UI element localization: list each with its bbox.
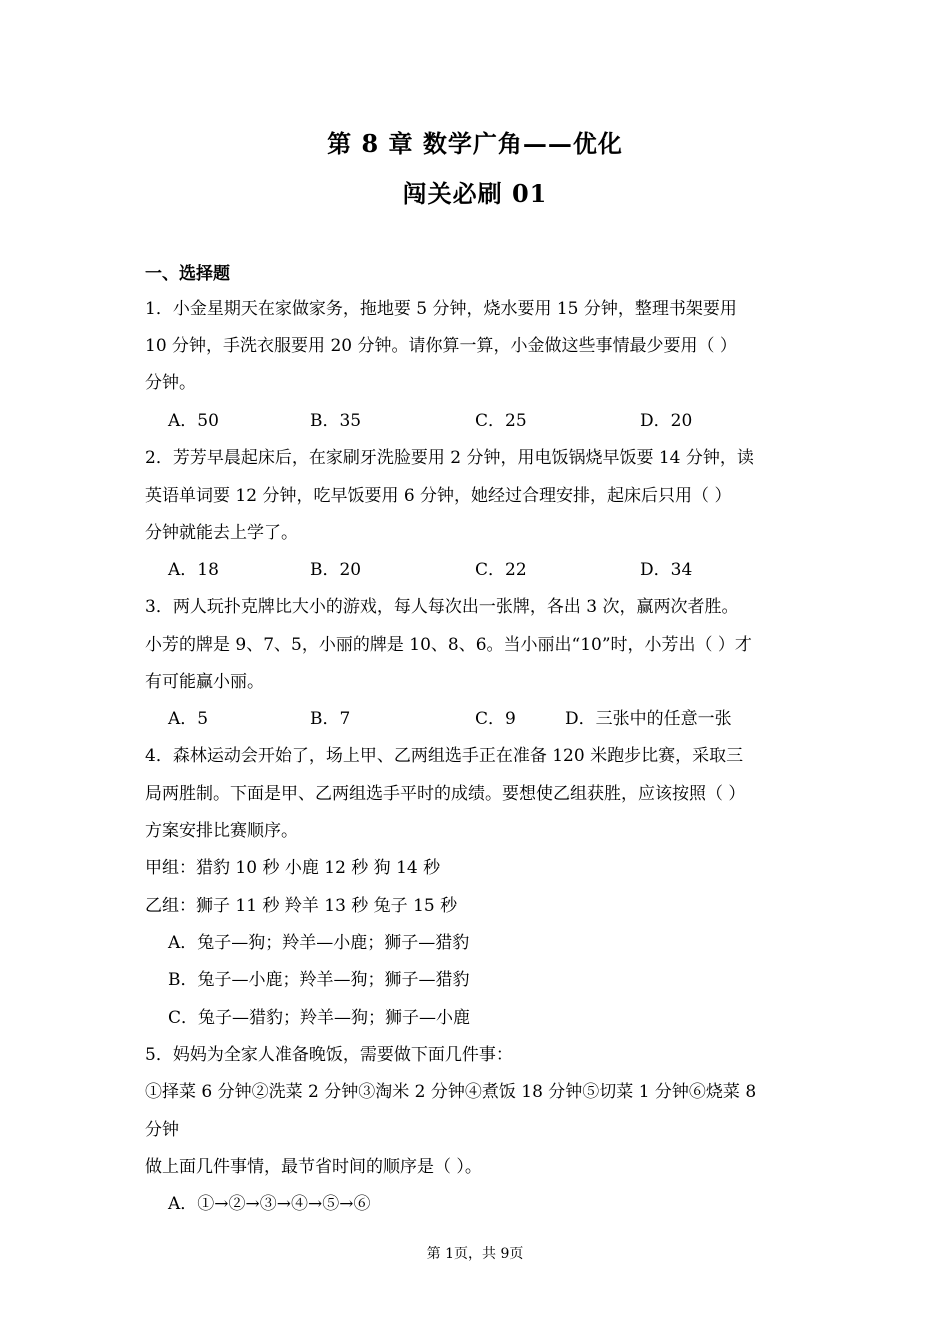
chapter-title: 第 8 章 数学广角——优化 [327,129,623,158]
question-2-option-d: D．34 [640,560,693,580]
question-3-line-2: 小芳的牌是 9、7、5，小丽的牌是 10、8、6。当小丽出“10”时，小芳出（ ）才 [145,635,752,655]
question-4-group-a: 甲组：猎豹 10 秒 小鹿 12 秒 狗 14 秒 [145,858,441,878]
question-3-option-a: A．5 [168,709,209,729]
question-4-option-c: C．兔子—猎豹；羚羊—狗；狮子—小鹿 [168,1008,471,1028]
question-1-option-c: C．25 [475,411,527,431]
question-3-line-3: 有可能赢小丽。 [145,672,264,692]
question-2-line-3: 分钟就能去上学了。 [145,523,298,543]
question-2-line-1: 2．芳芳早晨起床后，在家刷牙洗脸要用 2 分钟，用电饭锅烧早饭要 14 分钟，读 [145,448,754,468]
question-4-line-2: 局两胜制。下面是甲、乙两组选手平时的成绩。要想使乙组获胜，应该按照（ ） [145,784,746,804]
question-2-option-b: B．20 [310,560,362,580]
question-1-line-2: 10 分钟，手洗衣服要用 20 分钟。请你算一算，小金做这些事情最少要用（ ） [145,336,737,356]
question-1-line-3: 分钟。 [145,373,196,393]
question-4-option-a: A．兔子—狗；羚羊—小鹿；狮子—猎豹 [168,933,470,953]
question-4-line-3: 方案安排比赛顺序。 [145,821,298,841]
question-3-option-d: D．三张中的任意一张 [565,709,732,729]
question-1-option-a: A．50 [168,411,219,431]
question-5-line-1: 5．妈妈为全家人准备晚饭，需要做下面几件事： [145,1045,513,1065]
question-3-option-c: C．9 [475,709,516,729]
question-3-line-1: 3．两人玩扑克牌比大小的游戏，每人每次出一张牌，各出 3 次，赢两次者胜。 [145,597,739,617]
question-4-line-1: 4．森林运动会开始了，场上甲、乙两组选手正在准备 120 米跑步比赛，采取三 [145,746,744,766]
section-heading: 一、选择题 [145,264,230,284]
question-2-option-c: C．22 [475,560,527,580]
question-4-group-b: 乙组：狮子 11 秒 羚羊 13 秒 兔子 15 秒 [145,896,458,916]
question-3-option-b: B．7 [310,709,351,729]
question-5-line-2: ①择菜 6 分钟②洗菜 2 分钟③淘米 2 分钟④煮饭 18 分钟⑤切菜 1 分钟⑥烧菜 8 [145,1082,757,1102]
question-5-option-a: A．①→②→③→④→⑤→⑥ [168,1194,371,1214]
question-1-option-d: D．20 [640,411,693,431]
question-2-option-a: A．18 [168,560,219,580]
question-4-option-b: B．兔子—小鹿；羚羊—狗；狮子—猎豹 [168,970,470,990]
question-2-line-2: 英语单词要 12 分钟，吃早饭要用 6 分钟，她经过合理安排，起床后只用（ ） [145,486,732,506]
chapter-subtitle: 闯关必刷 01 [402,179,548,208]
page-footer: 第 1页，共 9页 [426,1246,524,1262]
question-1-option-b: B．35 [310,411,362,431]
question-5-line-4: 做上面几件事情，最节省时间的顺序是（ ）。 [145,1157,482,1177]
question-1-line-1: 1．小金星期天在家做家务，拖地要 5 分钟，烧水要用 15 分钟，整理书架要用 [145,299,737,319]
question-5-line-3: 分钟 [145,1120,179,1140]
